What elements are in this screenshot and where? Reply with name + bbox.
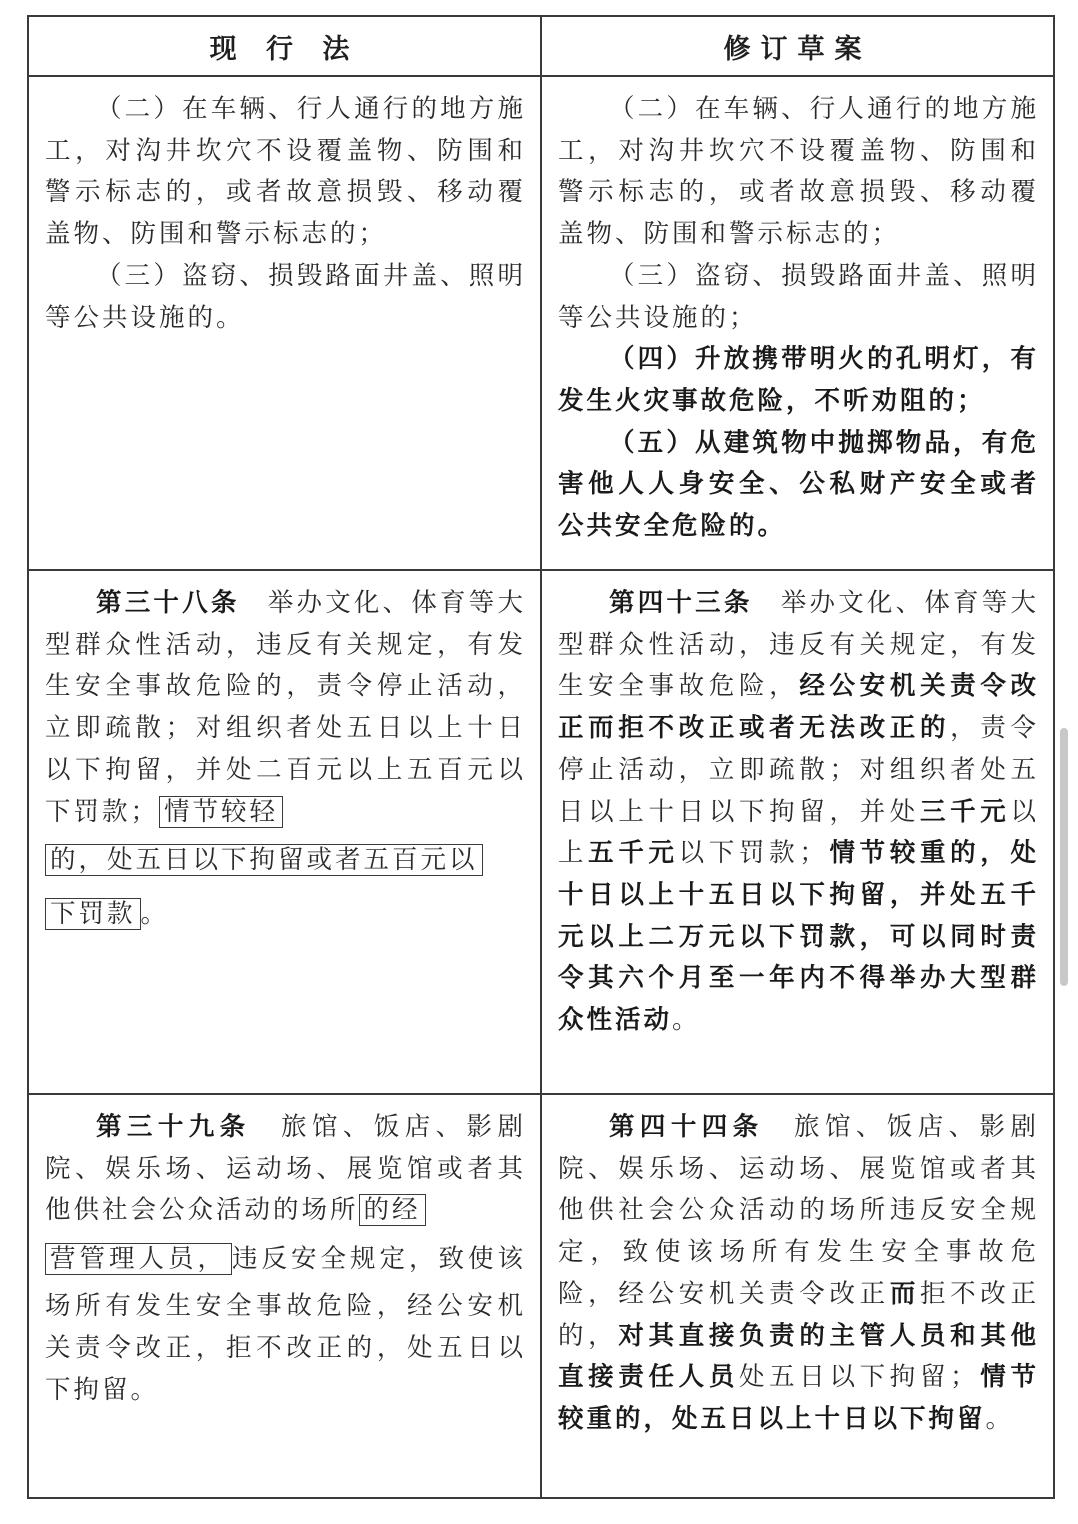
added-text: 对其直接负责的主管人员和其他直接责任人员: [558, 1320, 1039, 1393]
added-text: 五千元: [588, 838, 679, 869]
header-row: [28, 16, 1054, 76]
boxed-line: [45, 844, 483, 876]
clause-paragraph: （三）盗窃、损毁路面井盖、照明等公共设施的；: [558, 260, 1039, 333]
added-text: 经公安机关责令改正而拒不改正或者无法改正的: [558, 671, 1039, 744]
article-text: 旅馆、饭店、影剧院、娱乐场、运动场、展览馆或者其他供社会公众活动的场所违反安全规定，致使该场所有发生安全事故危险，经公安机关责令改正: [558, 1112, 1039, 1309]
added-text: 情节较重的，处五日以上十日以下拘留: [558, 1362, 1039, 1434]
new-clause-paragraph: （五）从建筑物中抛掷物品，有危害他人人身安全、公私财产安全或者公共安全危险的。: [558, 427, 1039, 542]
new-clause-paragraph: （四）升放携带明火的孔明灯，有发生火灾事故危险，不听劝阻的；: [558, 344, 1039, 416]
boxed-text: 情节较轻: [159, 796, 283, 828]
cell-current-law: [28, 570, 541, 1094]
article-text: 旅馆、饭店、影剧院、娱乐场、运动场、展览馆或者其他供社会公众活动的场所: [45, 1112, 526, 1226]
table-row: [28, 570, 1054, 1094]
article-heading: 第四十三条: [609, 588, 753, 618]
cell-revision-draft: [541, 1094, 1054, 1498]
article-text: 处五日以下拘留；: [738, 1362, 979, 1393]
article-text: ，责令停止活动，立即疏散；对组织者处五日以上十日以下拘留，并处: [558, 713, 1039, 827]
vertical-scrollbar[interactable]: [1060, 728, 1068, 986]
cell-current-law: [28, 76, 541, 570]
article-text: 。: [140, 899, 170, 930]
article-paragraph: [45, 1107, 526, 1411]
header-current-law: 现 行 法: [28, 16, 541, 76]
cell-revision-draft: [541, 570, 1054, 1094]
boxed-text: 营管理人员，: [45, 1243, 232, 1275]
added-text: 三千元: [919, 796, 1011, 827]
article-paragraph: [558, 583, 1039, 1042]
added-text: 情节较重的，处十日以上十五日以下拘留，并处五千元以上二万元以下罚款，可以同时责令其六个月至一年内不得举办大型群众性活动: [558, 838, 1039, 1036]
cell-revision-draft: [541, 76, 1054, 570]
boxed-line: [45, 1243, 232, 1275]
boxed-text: 下罚款: [45, 898, 141, 930]
clause-paragraph: （三）盗窃、损毁路面井盖、照明等公共设施的。: [45, 260, 526, 333]
article-paragraph: [45, 583, 526, 941]
article-text: 违反安全规定，致使该场所有发生安全事故危险，经公安机关责令改正，拒不改正的，处五日以下拘留。: [45, 1244, 526, 1405]
article-text: 举办文化、体育等大型群众性活动，违反有关规定，有发生安全事故危险的，责令停止活动，立即疏散；对组织者处五日以上十日以下拘留，并处二百元以上五百元以下罚款；: [45, 588, 526, 827]
header-revision-draft: 修订草案: [541, 16, 1054, 76]
added-text: 而: [889, 1278, 920, 1309]
boxed-line: [45, 898, 169, 930]
comparison-table: [27, 15, 1055, 1499]
boxed-text: 的，处五日以下拘留或者五百元以: [45, 844, 483, 876]
article-heading: 第三十九条: [96, 1112, 251, 1142]
table-row: [28, 76, 1054, 570]
clause-paragraph: （二）在车辆、行人通行的地方施工，对沟井坎穴不设覆盖物、防围和警示标志的，或者故意损毁、移动覆盖物、防围和警示标志的；: [45, 94, 526, 250]
article-heading: 第三十八条: [96, 588, 240, 618]
article-text: 以下罚款；: [678, 838, 828, 869]
article-text: 拒不改正的，: [558, 1278, 1039, 1351]
cell-current-law: [28, 1094, 541, 1498]
article-paragraph: [558, 1107, 1039, 1441]
article-text: 。: [672, 1005, 701, 1036]
article-text: 。: [985, 1403, 1015, 1434]
article-heading: 第四十四条: [609, 1112, 764, 1142]
boxed-text: 的经: [359, 1194, 426, 1226]
article-text: 举办文化、体育等大型群众性活动，违反有关规定，有发生安全事故危险，: [558, 588, 1039, 702]
article-text: 以上: [558, 796, 1039, 869]
table-row: [28, 1094, 1054, 1498]
clause-paragraph: （二）在车辆、行人通行的地方施工，对沟井坎穴不设覆盖物、防围和警示标志的，或者故意损毁、移动覆盖物、防围和警示标志的；: [558, 94, 1039, 250]
